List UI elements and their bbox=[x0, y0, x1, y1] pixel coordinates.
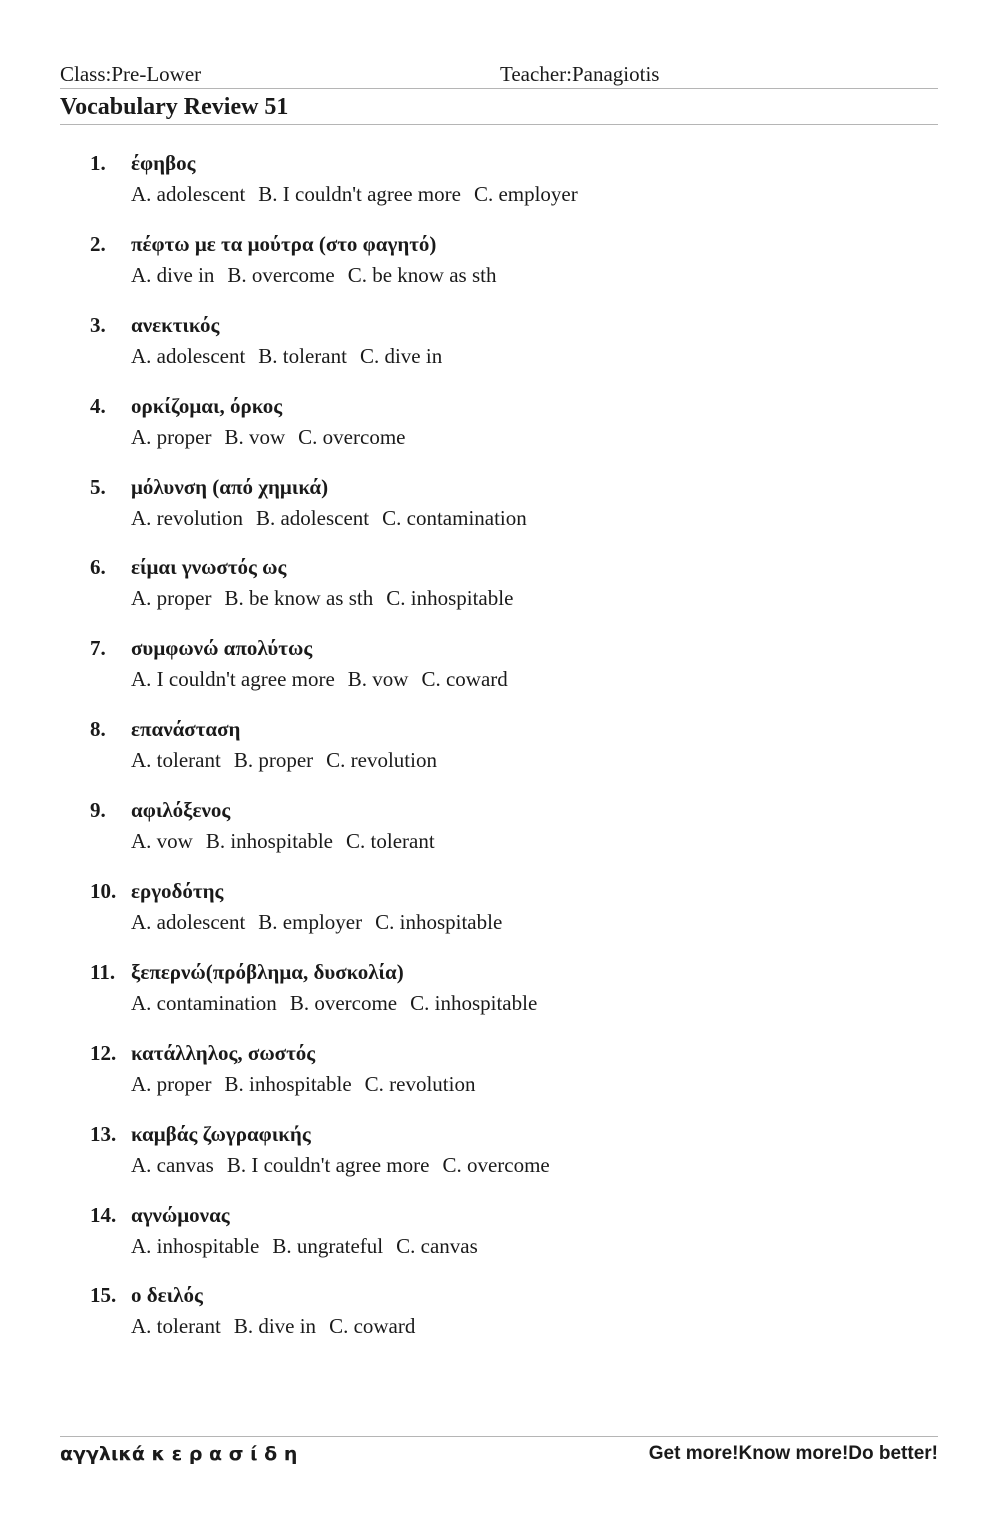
answer-options bbox=[131, 827, 448, 855]
answer-option: B. inhospitable bbox=[224, 1071, 352, 1096]
question-prompt: εργοδότης bbox=[131, 879, 224, 904]
answer-option: C. revolution bbox=[326, 748, 437, 773]
answer-option: B. ungrateful bbox=[272, 1233, 384, 1258]
answer-option: C. inhospitable bbox=[375, 910, 503, 935]
answer-option: C. contamination bbox=[382, 505, 527, 530]
answer-option: A. vow bbox=[131, 829, 193, 854]
answer-option: A. canvas bbox=[131, 1152, 214, 1177]
question-item bbox=[60, 796, 938, 877]
answer-options bbox=[131, 342, 455, 370]
answer-options bbox=[131, 584, 526, 612]
answer-option: C. employer bbox=[473, 182, 578, 206]
answer-option: B. vow bbox=[347, 667, 409, 692]
question-item bbox=[60, 877, 938, 958]
answer-options bbox=[131, 504, 540, 532]
footer-slogan: Get more!Know more!Do better! bbox=[648, 1443, 938, 1464]
question-prompt: επανάσταση bbox=[131, 717, 241, 742]
answer-option: A. inhospitable bbox=[131, 1233, 260, 1258]
answer-options bbox=[131, 1312, 428, 1340]
question-prompt: ο δειλός bbox=[131, 1283, 203, 1308]
answer-options bbox=[131, 423, 418, 451]
answer-option: A. proper bbox=[131, 586, 212, 611]
question-prompt: ορκίζομαι, όρκος bbox=[131, 393, 283, 418]
answer-options bbox=[131, 746, 450, 774]
answer-option: B. I couldn't agree more bbox=[258, 182, 461, 206]
answer-options bbox=[131, 665, 521, 693]
answer-option: B. overcome bbox=[227, 262, 335, 287]
answer-option: B. proper bbox=[233, 748, 314, 773]
teacher-label: Teacher:Panagiotis bbox=[500, 62, 660, 86]
question-number: 5. bbox=[90, 474, 106, 499]
answer-option: A. tolerant bbox=[131, 1314, 221, 1339]
answer-option: A. proper bbox=[131, 424, 212, 449]
answer-option: A. adolescent bbox=[131, 182, 246, 206]
answer-option: C. dive in bbox=[359, 343, 443, 368]
question-item bbox=[60, 1281, 938, 1362]
answer-option: B. tolerant bbox=[258, 343, 347, 368]
question-prompt: καμβάς ζωγραφικής bbox=[131, 1121, 311, 1146]
question-number: 15. bbox=[90, 1283, 117, 1308]
answer-option: B. vow bbox=[224, 424, 286, 449]
question-item bbox=[60, 1120, 938, 1201]
class-label: Class:Pre-Lower bbox=[60, 62, 202, 86]
question-prompt: αγνώμονας bbox=[131, 1202, 230, 1227]
question-number: 7. bbox=[90, 636, 106, 661]
footer-divider bbox=[60, 1436, 938, 1437]
answer-options bbox=[131, 261, 509, 289]
question-prompt: συμφωνώ απολύτως bbox=[131, 636, 313, 661]
answer-option: A. proper bbox=[131, 1071, 212, 1096]
question-number: 11. bbox=[90, 959, 116, 984]
answer-option: B. overcome bbox=[289, 990, 398, 1015]
title-row bbox=[60, 92, 938, 125]
question-prompt: είμαι γνωστός ως bbox=[131, 555, 287, 580]
question-number: 10. bbox=[90, 879, 117, 904]
answer-option: B. dive in bbox=[233, 1314, 317, 1339]
answer-option: C. overcome bbox=[442, 1152, 550, 1177]
question-list bbox=[60, 149, 938, 1362]
question-number: 3. bbox=[90, 312, 106, 337]
answer-option: C. revolution bbox=[364, 1071, 476, 1096]
question-prompt: ξεπερνώ(πρόβλημα, δυσκολία) bbox=[131, 959, 404, 984]
question-prompt: αφιλόξενος bbox=[131, 798, 231, 823]
question-item bbox=[60, 1201, 938, 1282]
answer-options bbox=[131, 180, 591, 208]
question-prompt: κατάλληλος, σωστός bbox=[131, 1040, 316, 1065]
question-item bbox=[60, 473, 938, 554]
question-number: 8. bbox=[90, 717, 106, 742]
question-item bbox=[60, 230, 938, 311]
question-number: 1. bbox=[90, 151, 106, 175]
question-number: 9. bbox=[90, 798, 106, 823]
answer-option: C. overcome bbox=[298, 424, 406, 449]
answer-option: A. adolescent bbox=[131, 910, 246, 935]
answer-option: A. tolerant bbox=[131, 748, 221, 773]
question-number: 6. bbox=[90, 555, 106, 580]
answer-option: C. tolerant bbox=[346, 829, 435, 854]
answer-option: C. be know as sth bbox=[347, 262, 497, 287]
question-item bbox=[60, 553, 938, 634]
answer-option: A. contamination bbox=[131, 990, 277, 1015]
question-item bbox=[60, 149, 938, 230]
answer-option: B. adolescent bbox=[255, 505, 370, 530]
question-number: 14. bbox=[90, 1202, 117, 1227]
worksheet-header bbox=[60, 62, 938, 89]
answer-option: A. revolution bbox=[131, 505, 243, 530]
answer-option: C. coward bbox=[421, 667, 508, 692]
answer-options bbox=[131, 908, 515, 936]
question-number: 12. bbox=[90, 1040, 117, 1065]
answer-option: A. I couldn't agree more bbox=[131, 667, 335, 692]
answer-options bbox=[131, 989, 550, 1017]
answer-option: B. employer bbox=[258, 910, 363, 935]
answer-option: C. coward bbox=[329, 1314, 416, 1339]
footer-brand: αγγλικά κ ε ρ α σ ί δ η bbox=[60, 1443, 298, 1465]
question-number: 13. bbox=[90, 1121, 117, 1146]
answer-options bbox=[131, 1151, 563, 1179]
question-item bbox=[60, 715, 938, 796]
answer-option: A. adolescent bbox=[131, 343, 246, 368]
question-prompt: έφηβος bbox=[131, 151, 196, 175]
answer-options bbox=[131, 1232, 491, 1260]
question-number: 4. bbox=[90, 393, 106, 418]
question-item bbox=[60, 392, 938, 473]
answer-option: B. be know as sth bbox=[224, 586, 374, 611]
question-prompt: πέφτω με τα μούτρα (στο φαγητό) bbox=[131, 231, 437, 256]
question-prompt: μόλυνση (από χημικά) bbox=[131, 474, 329, 499]
answer-option: B. I couldn't agree more bbox=[226, 1152, 430, 1177]
page-title: Vocabulary Review 51 bbox=[60, 94, 289, 120]
question-item bbox=[60, 634, 938, 715]
question-item bbox=[60, 1039, 938, 1120]
question-item bbox=[60, 958, 938, 1039]
answer-option: C. inhospitable bbox=[410, 990, 538, 1015]
question-number: 2. bbox=[90, 231, 106, 256]
answer-option: B. inhospitable bbox=[205, 829, 334, 854]
answer-options bbox=[131, 1070, 488, 1098]
answer-option: A. dive in bbox=[131, 262, 215, 287]
question-item bbox=[60, 311, 938, 392]
answer-option: C. canvas bbox=[396, 1233, 478, 1258]
question-prompt: ανεκτικός bbox=[131, 312, 220, 337]
answer-option: C. inhospitable bbox=[386, 586, 514, 611]
